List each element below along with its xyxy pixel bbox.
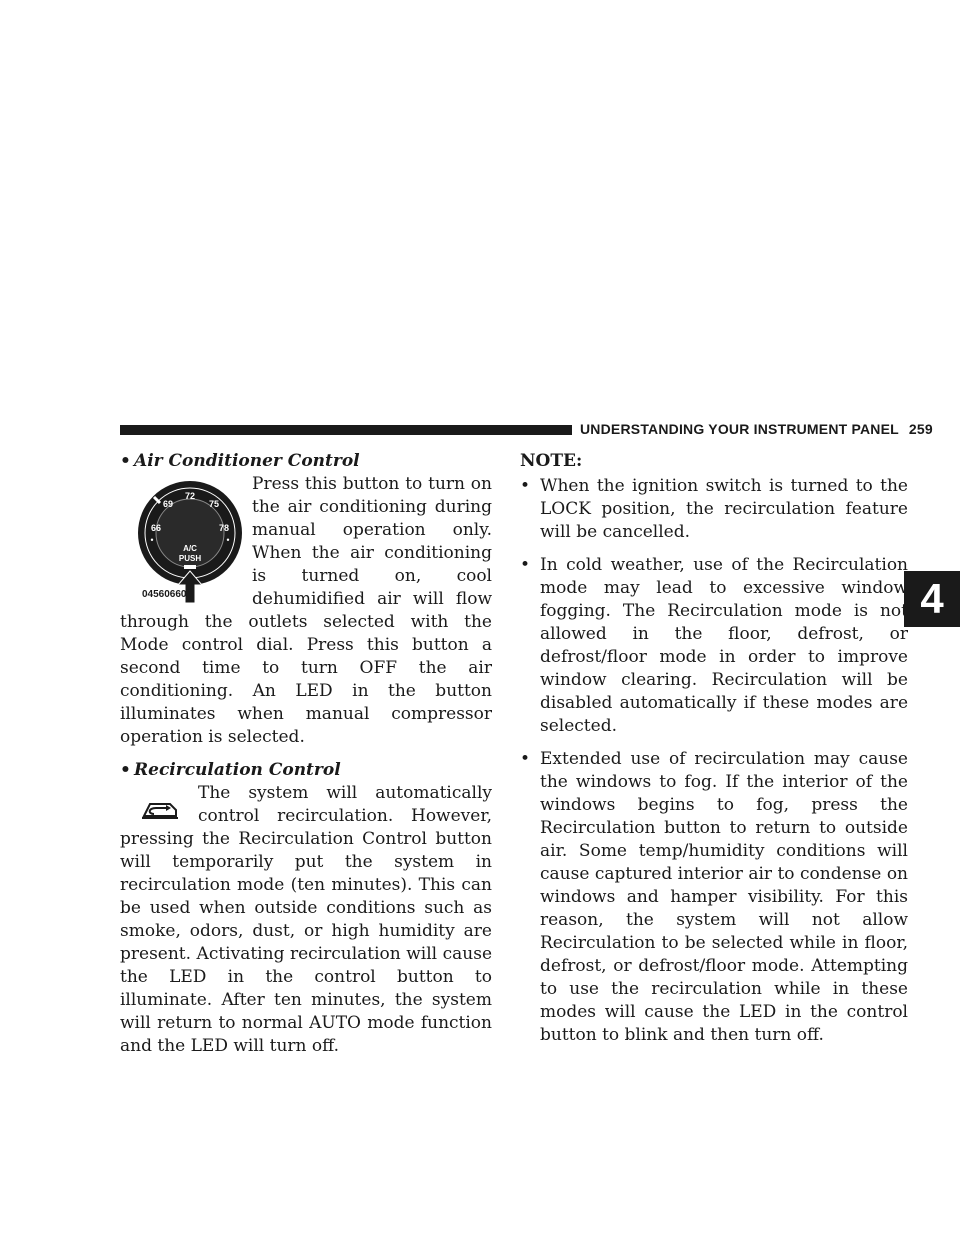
dial-label-66: 66 [150, 523, 162, 533]
dial-label-78: 78 [218, 523, 230, 533]
ac-control-figure [138, 473, 248, 608]
running-header [580, 421, 933, 437]
dial-label-72: 72 [184, 491, 196, 501]
page-number: 259 [908, 421, 933, 437]
dial-label-69: 69 [162, 499, 174, 509]
push-button-label: PUSH [178, 554, 202, 563]
note-item: • In cold weather, use of the Recirculation mode may lead to excessive window fogging. The Recirculation mode is not allowed in the floor, defrost, or defrost/floor mode in order to improve window clearing. Recirculation will be disabled automatically if these modes are selected. [520, 554, 908, 738]
section-title: UNDERSTANDING YOUR INSTRUMENT PANEL [580, 421, 899, 437]
right-column [520, 450, 908, 1057]
ac-button-label: A/C [183, 544, 197, 553]
ac-description: Press this button to turn on the air conditioning during manual operation only. When the air conditioning is turned on, cool dehumidified air will flow through the outlets selected with the Mode control dial. Press this button a second time to turn OFF the air conditioning. An LED in the button illuminates when manual compressor operation is selected. [120, 474, 492, 747]
dial-label-75: 75 [208, 499, 220, 509]
header-rule [120, 425, 572, 435]
note-item: • Extended use of recirculation may cause the windows to fog. If the interior of the windows begins to fog, press the Recirculation button to return to outside air. Some temp/humidity conditions will cause captured interior air to condense on windows and hamper visibility. For this reason, the system will not allow Recirculation to be selected while in floor, defrost, or defrost/floor mode. Attempting to use the recirculation while in these modes will cause the LED in the control button to blink and then turn off. [520, 748, 908, 1047]
svg-text:•: • [225, 536, 231, 545]
recirculation-icon [136, 788, 186, 828]
recirc-description: The system will automatically control recirculation. However, pressing the Recirculation Control button will temporarily put the system in recirculation mode (ten minutes). This can be used when outside conditions such as smoke, odors, dust, or high humidity are present. Activating recirculation will cause the LED in the control button to illuminate. After ten minutes, the system will return to normal AUTO mode function and the LED will turn off. [120, 783, 492, 1056]
left-column [120, 450, 492, 1058]
recirc-heading: • Recirculation Control [120, 759, 492, 782]
note-item: • When the ignition switch is turned to the LOCK position, the recirculation feature will be cancelled. [520, 475, 908, 544]
chapter-tab: 4 [904, 571, 960, 627]
recirc-figure [136, 788, 186, 828]
note-heading: NOTE: [520, 451, 583, 471]
figure-caption: 045606600 [142, 589, 193, 600]
svg-text:•: • [149, 536, 155, 545]
ac-heading: • Air Conditioner Control [120, 450, 492, 473]
